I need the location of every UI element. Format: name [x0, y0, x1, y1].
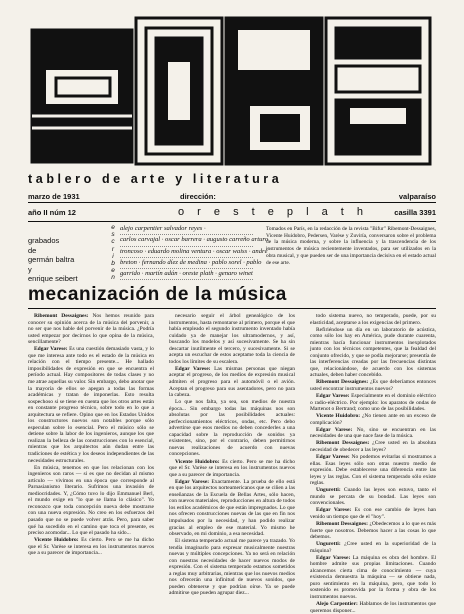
- article-paragraph: Edgar Varese: Exactamente. La prueba de ello está en que los arquitectos norteamericanos que se ciñen a las enseñanzas de la Escuela de Bellas Artes, sólo hacen, con nuevos materiales, reproducciones en altura de todos los estilos académicos de que están impregnados. Lo que nos ofrecen construcciones nuevas de las que en fin nos impulsados por la necesidad, y han podido realizar gracias al empleo de ese material. Yo mismo he observado, en mi dominio, a esa necesidad.: [169, 478, 295, 538]
- vertical-letter: n: [111, 274, 115, 282]
- article-paragraph: Ribemont Dessaignes: Nos hemos reunido para conocer su opinión acerca de la música del porvenir, a no ser que nos hable del porvenir de la música. ¿Podría usted empezar por decirnos lo que opina de la música, sencillamente?: [28, 313, 154, 346]
- article-paragraph: Refiriéndose un día en un laboratorio de acústica, como sólo los hay en América, pude durante cuarenta, mientras hacía funcionar instrumentos inexplotados junto con los técnicos competentes, que la fealdad del conjunto ofrecido, y que se podía mejorarse; presentía de las interferencias creadas por las frecuencias distintas que, relacionándose, de acuerdo con los sistemas actuales, deben haber concebido.: [310, 326, 436, 379]
- speaker-name: Ribemont Dessaignes:: [34, 313, 93, 319]
- vertical-letter: r: [111, 245, 115, 253]
- tagline: tablero de arte y literatura: [28, 172, 283, 186]
- article-column-3: [310, 313, 437, 614]
- article-paragraph: Edgar Varese: La máquina es obra del hombre. El hombre admite sus propias limitaciones. Cuando alcancemos cierta cima de conocimiento — cuya existencia demuestra la máquina — se obtiene nada, puro sentimiento en la máquina, pero, que todo lo sostenido es promovida por la forma y obra de los instrumentos nuevos.: [310, 554, 436, 600]
- speaker-name: Unguretti:: [316, 541, 345, 548]
- speaker-name: Edgar Varese:: [316, 507, 355, 514]
- issue-number: año II núm 12: [28, 208, 76, 217]
- geometric-logo-graphic: [28, 10, 436, 168]
- article-paragraph: necesario seguir el árbol genealógico de los instrumentos, hasta remontarse al primero, porque el que había empleado el segundo instrumento inventado había cuidado ya de manejar los ultramodernos, y así, buscando los modelos y así sucesivamente. Se ha sin descartar inutilmente el tercero, y sucesivamente. Si se acepta un escuchar de estos aceptame toda la ciencia de todos los límites de su escalera.: [169, 313, 295, 365]
- vertical-letter: s: [111, 231, 115, 239]
- article-paragraph: Unguretti: ¿Cree usted en la superioridad de la máquina?: [310, 541, 436, 554]
- article-paragraph: Edgar Varese: No, sino se encuentran en las necesidades de una que nace fase de la música.: [310, 426, 436, 440]
- article-paragraph: Edgar Varese: Es con ese cambio de leyes han venido un tiempo que de el "hoy".: [310, 507, 436, 520]
- vertical-letter: e: [111, 224, 115, 231]
- divider: [28, 308, 436, 309]
- article-paragraph: Vicente Huidobro: ¿No tienen ante en un exceso de complicación?: [310, 413, 437, 426]
- postal-box: casilla 3391: [394, 208, 436, 217]
- article-paragraph: Ribemont Dessaignes: ¿Cree usted en la absoluta necesidad de obedecer a las leyes?: [310, 440, 436, 453]
- speaker-name: Edgar Varese:: [316, 393, 352, 400]
- vertical-letter: b: [111, 260, 115, 268]
- article-paragraph: Edgar Varese: Es una cuestión demasiado vasta, y lo que me interesa ante todo es el estado de la música en relación con el tiempo presente... He hallado imposibilidades de expresión en que se encuentra el período actual. Hay compositores de todas clases y no me atrae aquellas su valor. Sin embargo, debo anotar que la mayoría de ellos se apegan a todas las formas académicas y tratan de imponerlas. Esto resulta sospechoso si se tiene en cuenta que los otros artes están en constante progreso técnico, sobre todo en lo que a arquitectura se refiere. Opino que en los Estados Unidos los constructores nuevos son notables porque sólo especulan sobre lo esencial. Pero el músico sólo se detiene sobre la labor de los ingenieros, aunque los que realizan la belleza de las construcciones con lo esencial, mientras que los arquitectos aún dudan entre las tradiciones de estética y los deseos independientes de las necesidades estructurales.: [28, 346, 154, 464]
- issue-date: marzo de 1931: [28, 192, 80, 201]
- city: valparaíso: [398, 192, 436, 201]
- vertical-letter: c: [111, 238, 115, 246]
- contributor-line: troncoso · eduardo molina ventura · oscar waiss · andré: [120, 247, 253, 258]
- credit-line: de: [28, 245, 37, 255]
- vertical-letter: e: [111, 267, 115, 275]
- engravings-credit: [28, 236, 98, 284]
- speaker-name: Ribemont Dessaignes:: [316, 520, 370, 527]
- contributor-line: alejo carpentier salvador reyes ·: [120, 224, 253, 235]
- info-bar-bottom: [28, 206, 436, 220]
- article-paragraph: El sistema temperado actual me parece ya trazado. Yo tendía imaginarlo para expresar musicalmente nuestras nuevas y múltiples concepciones. Ya no será en relación con nuestras necesidades de hacer nuevos modos de expresión. Con el sistema temperado estamos sometidos a reglas muy arbitrarias, mientras que los nuevos medios nos ofrecerán una infinitud de nuevos sonidos, que pueden obtenerse y que podrían oírse. Ya se puede admitirse que pueden agrupar diez...: [169, 538, 295, 597]
- article-paragraph: Lo que nos falta, ya sea, son medios de nuestra época... Sin embargo todas las máquinas nos son absolutas por las posibilidades actuales: perfeccionamientos eléctricos, ondas, etc. Pero debo advertirse que esos medios no deben concederles a una capacidad sobre la reproducción de sonidos ya existentes, sino, por el contrario, deben permitirnos nuevas realizaciones de acuerdo con nuevas concepciones.: [169, 399, 295, 458]
- article-paragraph: Vicente Huidobro: Es cierto. Pero se me ha dicho que el Sr. Varèse se interesa en los instrumentos nuevos que a su parecer de importancia.: [169, 458, 295, 478]
- speaker-name: Edgar Varese:: [316, 554, 353, 561]
- article-paragraph: Alejo Carpentier: Hablamos de los instrumentos que queremos disponer...: [310, 601, 436, 614]
- divider: [28, 221, 436, 222]
- article-headline: mecanización de la música: [28, 284, 287, 305]
- contributors-list: [120, 224, 268, 280]
- article-paragraph: Ribemont Dessaignes: ¿Es que deberíamos entonces usted encontrar instrumentos nuevos?: [310, 379, 436, 393]
- contributor-line: garrido · martín adán · oreste plath · genaro winet: [120, 269, 253, 280]
- credit-line: germán baltra: [28, 255, 75, 264]
- speaker-name: Edgar Varese:: [175, 478, 212, 485]
- director-name: o r e s t e p l a t h: [178, 206, 368, 218]
- speaker-name: Vicente Huidobro:: [34, 537, 82, 544]
- speaker-name: Edgar Varese:: [316, 426, 357, 433]
- speaker-name: Ribemont Dessaignes:: [316, 379, 371, 386]
- speaker-name: Vicente Huidobro:: [316, 413, 362, 420]
- credit-line: y: [28, 264, 32, 274]
- speaker-name: Unguretti:: [316, 487, 344, 494]
- article-paragraph: Edgar Varese: Especialmente en el dominio eléctrico o radio-eléctrico. Por ejemplo: los aparatos de ondas de Martenot o Bertrand; como uno de las posibilidades.: [310, 393, 436, 413]
- speaker-name: Ribemont Dessaignes:: [316, 440, 373, 447]
- direccion-label: dirección:: [180, 192, 216, 201]
- speaker-name: Edgar Varese:: [316, 453, 352, 460]
- article-column-1: [28, 313, 154, 596]
- masthead-logo: [28, 10, 436, 168]
- article-paragraph: En música, tenemos en que los relacionan con los ingenieros son raros — si es que no decidan al mismo artículo — vivimos en una época que corresponde al Parnasianismo literario. Sufrimos una invasión de mediocridades. Y, ¿Cómo tuvo lo dijo Emmanuel Berl, el mundo exige en "lo que se llama lo clásico". Yo reconozco que toda concepción nueva debe mostrarse con una nueva expresión. No creo en los esfuerzos del pasado que no se puede volver atrás. Pero, para saber qué ha sucedido en el camino que toca el presente, es preciso acomodar... Lo que el pasado ha sido...: [28, 464, 154, 537]
- contributor-line: carlos carvajal · oscar barrera · augusto carreño arturo: [120, 235, 253, 246]
- article-paragraph: Edgar Varese: Las mismas personas que niegan aceptar el progreso, de los medios de expresión musical admiten el progreso para el automóvil o el avión. Aceptan el progreso para sus asentadores, pero no para la cabeza.: [169, 365, 295, 399]
- speaker-name: Vicente Huidobro:: [175, 458, 223, 465]
- speaker-name: Edgar Varese:: [175, 365, 215, 372]
- credit-line: grabados: [28, 236, 60, 245]
- article-paragraph: Edgar Varese: No podemos evitarlas si mostramos a ellas. Esas leyes sólo son otras nuestro medio de expresión. Debe establecerse una diferencia entre las leyes y las reglas. Con el sistema temperado sólo existe reglas.: [310, 453, 436, 487]
- speaker-name: Alejo Carpentier:: [316, 601, 360, 608]
- intro-note: Tomados en París, en la redacción de la revista "Bifur" Ribemont-Dessaignes, Vicente Huidobro, Pedersen, Varèse y Zuviría, conversaron sobre el problema de la música moderna, y sobre la influencia y la trascendencia de los instrumentos de música recientemente inventados, para ser utilizados en la obra musical, y que pueden ser de una importancia decisiva en el estado actual de ese arte.: [266, 226, 436, 266]
- contributor-line: breton · fernando díez de medina · pablo sorel · pablo: [120, 258, 253, 269]
- escriben-vertical-label: [108, 224, 118, 282]
- credit-line: enrique seibert: [28, 274, 78, 283]
- article-paragraph: Ribemont Dessaignes: ¿Obedecemos a lo que es más fuerte que nosotros. Debemos hacer a las cosas lo que debemos.: [310, 520, 436, 541]
- divider: [28, 202, 436, 203]
- vertical-letter: i: [112, 252, 114, 260]
- article-column-2: [169, 313, 295, 596]
- article-paragraph: Vicente Huidobro: Es cierto. Pero se me ha dicho que el Sr. Varèse se interesa en los instrumentos nuevos que a su parecer de importancia...: [28, 537, 154, 557]
- article-paragraph: Unguretti: Cuando las leyes son estuvo, tanto el mundo se percata de su bondad. Las leyes son convencionales.: [310, 487, 436, 507]
- article-paragraph: todo sistema nuevo, no temperado, puede, por su elasticidad, aceptarse a los exigencias del primero.: [310, 313, 436, 326]
- speaker-name: Edgar Varese:: [34, 346, 70, 353]
